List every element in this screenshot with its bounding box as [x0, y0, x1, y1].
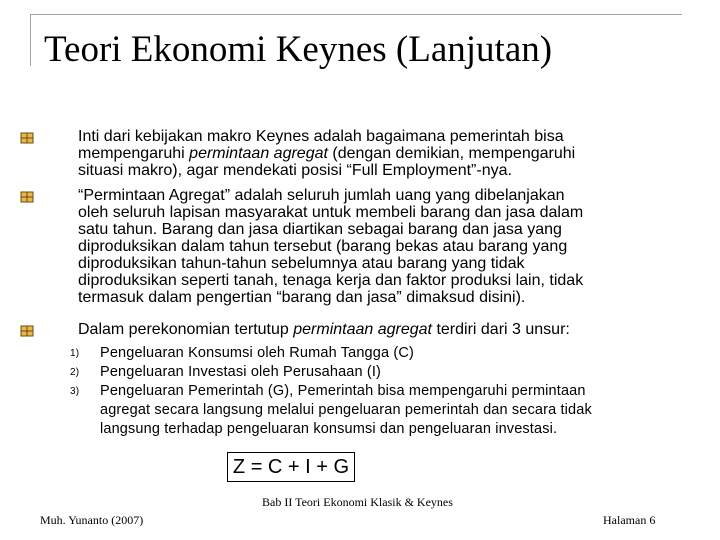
bullet-line: termasuk dalam pengertian “barang dan jasa” dimaksud disini).	[78, 289, 526, 306]
list-item-text: agregat secara langsung melalui pengeluaran pemerintah dan secara tidak	[100, 402, 592, 418]
bullet-line: Dalam perekonomian tertutup	[78, 321, 294, 338]
list-item-text: Pengeluaran Pemerintah (G), Pemerintah bisa mempengaruhi permintaan	[100, 383, 586, 399]
list-item-text: Pengeluaran Konsumsi oleh Rumah Tangga (C)	[100, 345, 414, 361]
square-book-bullet-icon	[20, 132, 34, 144]
list-item	[70, 382, 680, 439]
title-frame-top-line	[30, 14, 682, 15]
list-number: 3)	[70, 386, 80, 397]
list-item-text: langsung terhadap pengeluaran konsumsi dan pengeluaran investasi.	[100, 421, 558, 437]
list-number: 2)	[70, 367, 80, 378]
title-frame-left-line	[30, 14, 31, 66]
list-item	[70, 344, 680, 363]
bullet-line: satu tahun. Barang dan jasa diartikan sebagai barang dan jasa yang	[78, 221, 562, 238]
aggregate-demand-formula: Z = C + I + G	[227, 452, 355, 482]
emphasis-term: permintaan agregat	[189, 145, 328, 162]
bullet-line: situasi makro), agar mendekati posisi “Full Employment”-nya.	[78, 162, 512, 179]
bullet-line: “Permintaan Agregat” adalah seluruh jumlah uang yang dibelanjakan	[78, 187, 565, 204]
bullet-line: mempengaruhi	[78, 145, 190, 162]
bullet-line: Inti dari kebijakan makro Keynes adalah bagaimana pemerintah bisa	[78, 128, 564, 145]
bullet-line: terdiri dari 3 unsur:	[432, 321, 570, 338]
bullet-keynes-policy	[78, 128, 688, 179]
emphasis-term: permintaan agregat	[293, 321, 432, 338]
list-item	[70, 363, 680, 382]
bullet-aggregate-demand-definition	[78, 187, 688, 306]
footer-page-number: Halaman 6	[603, 513, 656, 527]
footer-chapter: Bab II Teori Ekonomi Klasik & Keynes	[262, 495, 453, 509]
bullet-line: diproduksikan dalam tahun tersebut (barang bekas atau barang yang	[78, 238, 568, 255]
bullet-line: diproduksikan seperti tanah, tenaga kerja dan faktor produksi lain, tidak	[78, 272, 584, 289]
square-book-bullet-icon	[20, 325, 34, 337]
aggregate-demand-components	[70, 344, 680, 439]
list-number: 1)	[70, 348, 80, 359]
bullet-line: (dengan demikian, mempengaruhi	[327, 145, 576, 162]
slide-title: Teori Ekonomi Keynes (Lanjutan)	[44, 29, 553, 70]
square-book-bullet-icon	[20, 191, 34, 203]
bullet-closed-economy	[78, 321, 688, 338]
list-item-text: Pengeluaran Investasi oleh Perusahaan (I)	[100, 364, 382, 380]
footer-author: Muh. Yunanto (2007)	[40, 513, 144, 527]
bullet-line: diproduksikan tahun-tahun sebelumnya atau barang yang tidak	[78, 255, 525, 272]
bullet-line: oleh seluruh lapisan masyarakat untuk membeli barang dan jasa dalam	[78, 204, 584, 221]
